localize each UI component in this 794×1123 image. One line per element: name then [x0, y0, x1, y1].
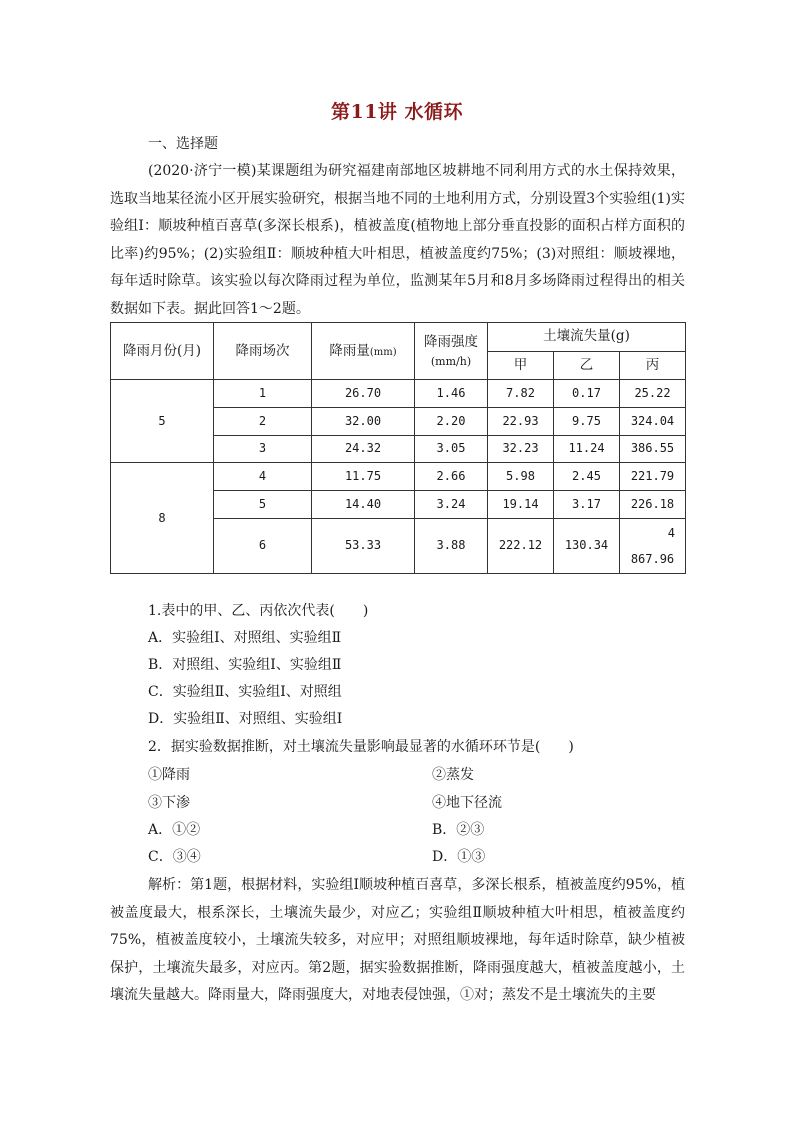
amount-cell: 24.32 [312, 435, 415, 463]
event-cell: 3 [214, 435, 312, 463]
bing-cell-line1: 4 [667, 525, 675, 540]
amount-cell: 26.70 [312, 380, 415, 408]
yi-cell: 2.45 [554, 463, 620, 491]
month-cell: 8 [111, 463, 214, 574]
yi-cell: 11.24 [554, 435, 620, 463]
rainfall-soil-loss-table [110, 322, 686, 574]
intensity-cell: 1.46 [415, 380, 488, 408]
bing-cell: 226.18 [620, 490, 686, 518]
jia-cell: 22.93 [488, 408, 554, 436]
intensity-cell: 2.66 [415, 463, 488, 491]
event-cell: 6 [214, 518, 312, 573]
question-1-option-b: B．对照组、实验组Ⅰ、实验组Ⅱ [148, 657, 342, 673]
question-2-option-b: B．②③ [432, 822, 485, 838]
header-event: 降雨场次 [214, 323, 312, 380]
intensity-cell: 3.88 [415, 518, 488, 573]
intro-text: (2020·济宁一模)某课题组为研究福建南部地区坡耕地不同利用方式的水土保持效果，选取当地某径流小区开展实验研究，根据当地不同的土地利用方式，分别设置3个实验组(1)实验组Ⅰ：顺坡种植百喜草(多深长根系)，植被盖度(植物地上部分垂直投影的面积占样方面积的比率)约95%；(2)实验组Ⅱ：顺坡种植大叶相思，植被盖度约75%；(3)对照组：顺坡裸地，每年适时除草。该实验以每次降雨过程为单位，监测某年5月和8月多场降雨过程得出的相关数据如下表。据此回答1～2题。 [110, 163, 685, 317]
amount-cell: 53.33 [312, 518, 415, 573]
question-1-option-d: D．实验组Ⅱ、对照组、实验组Ⅰ [148, 711, 343, 727]
question-2-item-2: ②蒸发 [432, 767, 474, 783]
event-cell: 2 [214, 408, 312, 436]
header-amount-label: 降雨量 [329, 342, 370, 359]
amount-cell: 14.40 [312, 490, 415, 518]
question-2-option-a: A．①② [148, 822, 201, 838]
question-2-option-d: D．①③ [432, 849, 486, 865]
header-intensity-label: 降雨强度 [424, 333, 478, 350]
question-2-item-3: ③下渗 [148, 795, 190, 811]
header-bing: 丙 [620, 351, 686, 380]
event-cell: 5 [214, 490, 312, 518]
jia-cell: 7.82 [488, 380, 554, 408]
header-intensity [415, 323, 488, 380]
intro-paragraph [110, 158, 685, 323]
question-1-stem: 1.表中的甲、乙、丙依次代表( ) [148, 603, 369, 619]
table-row [111, 380, 686, 408]
yi-cell: 130.34 [554, 518, 620, 573]
header-intensity-unit: (mm/h) [430, 354, 472, 368]
amount-cell: 32.00 [312, 408, 415, 436]
question-2-item-1: ①降雨 [148, 767, 190, 783]
bing-cell: 221.79 [620, 463, 686, 491]
jia-cell: 222.12 [488, 518, 554, 573]
jia-cell: 32.23 [488, 435, 554, 463]
analysis-paragraph [110, 872, 685, 1010]
section-heading: 一、选择题 [148, 136, 218, 152]
table-row [111, 463, 686, 491]
question-2-stem: 2．据实验数据推断，对土壤流失量影响最显著的水循环环节是( ) [148, 739, 574, 755]
header-amount [312, 323, 415, 380]
event-cell: 1 [214, 380, 312, 408]
bing-cell [620, 518, 686, 573]
bing-cell: 25.22 [620, 380, 686, 408]
jia-cell: 5.98 [488, 463, 554, 491]
question-1-option-a: A．实验组Ⅰ、对照组、实验组Ⅱ [148, 630, 342, 646]
jia-cell: 19.14 [488, 490, 554, 518]
header-month: 降雨月份(月) [111, 323, 214, 380]
amount-cell: 11.75 [312, 463, 415, 491]
header-jia: 甲 [488, 351, 554, 380]
bing-cell: 324.04 [620, 408, 686, 436]
page-title: 第11讲 水循环 [330, 101, 464, 123]
header-amount-unit: (mm) [369, 346, 397, 358]
month-cell: 5 [111, 380, 214, 463]
yi-cell: 9.75 [554, 408, 620, 436]
question-1-option-c: C．实验组Ⅱ、实验组Ⅰ、对照组 [148, 684, 342, 700]
header-soil-loss: 土壤流失量(g) [488, 323, 686, 352]
yi-cell: 0.17 [554, 380, 620, 408]
analysis-text: 解析：第1题，根据材料，实验组Ⅰ顺坡种植百喜草，多深长根系，植被盖度约95%，植被盖度最大，根系深长，土壤流失最少，对应乙；实验组Ⅱ顺坡种植大叶相思，植被盖度约75%，植被盖度较小，土壤流失较多，对应甲；对照组顺坡裸地，每年适时除草，缺少植被保护，土壤流失最多，对应丙。第2题，据实验数据推断，降雨强度越大，植被盖度越小，土壤流失量越大。降雨量大，降雨强度大，对地表侵蚀强，①对；蒸发不是土壤流失的主要 [110, 877, 685, 1003]
yi-cell: 3.17 [554, 490, 620, 518]
event-cell: 4 [214, 463, 312, 491]
header-yi: 乙 [554, 351, 620, 380]
bing-cell-line2: 867.96 [630, 551, 675, 566]
intensity-cell: 3.24 [415, 490, 488, 518]
question-2-option-c: C．③④ [148, 849, 201, 865]
question-2-item-4: ④地下径流 [432, 795, 502, 811]
intensity-cell: 2.20 [415, 408, 488, 436]
bing-cell: 386.55 [620, 435, 686, 463]
intensity-cell: 3.05 [415, 435, 488, 463]
